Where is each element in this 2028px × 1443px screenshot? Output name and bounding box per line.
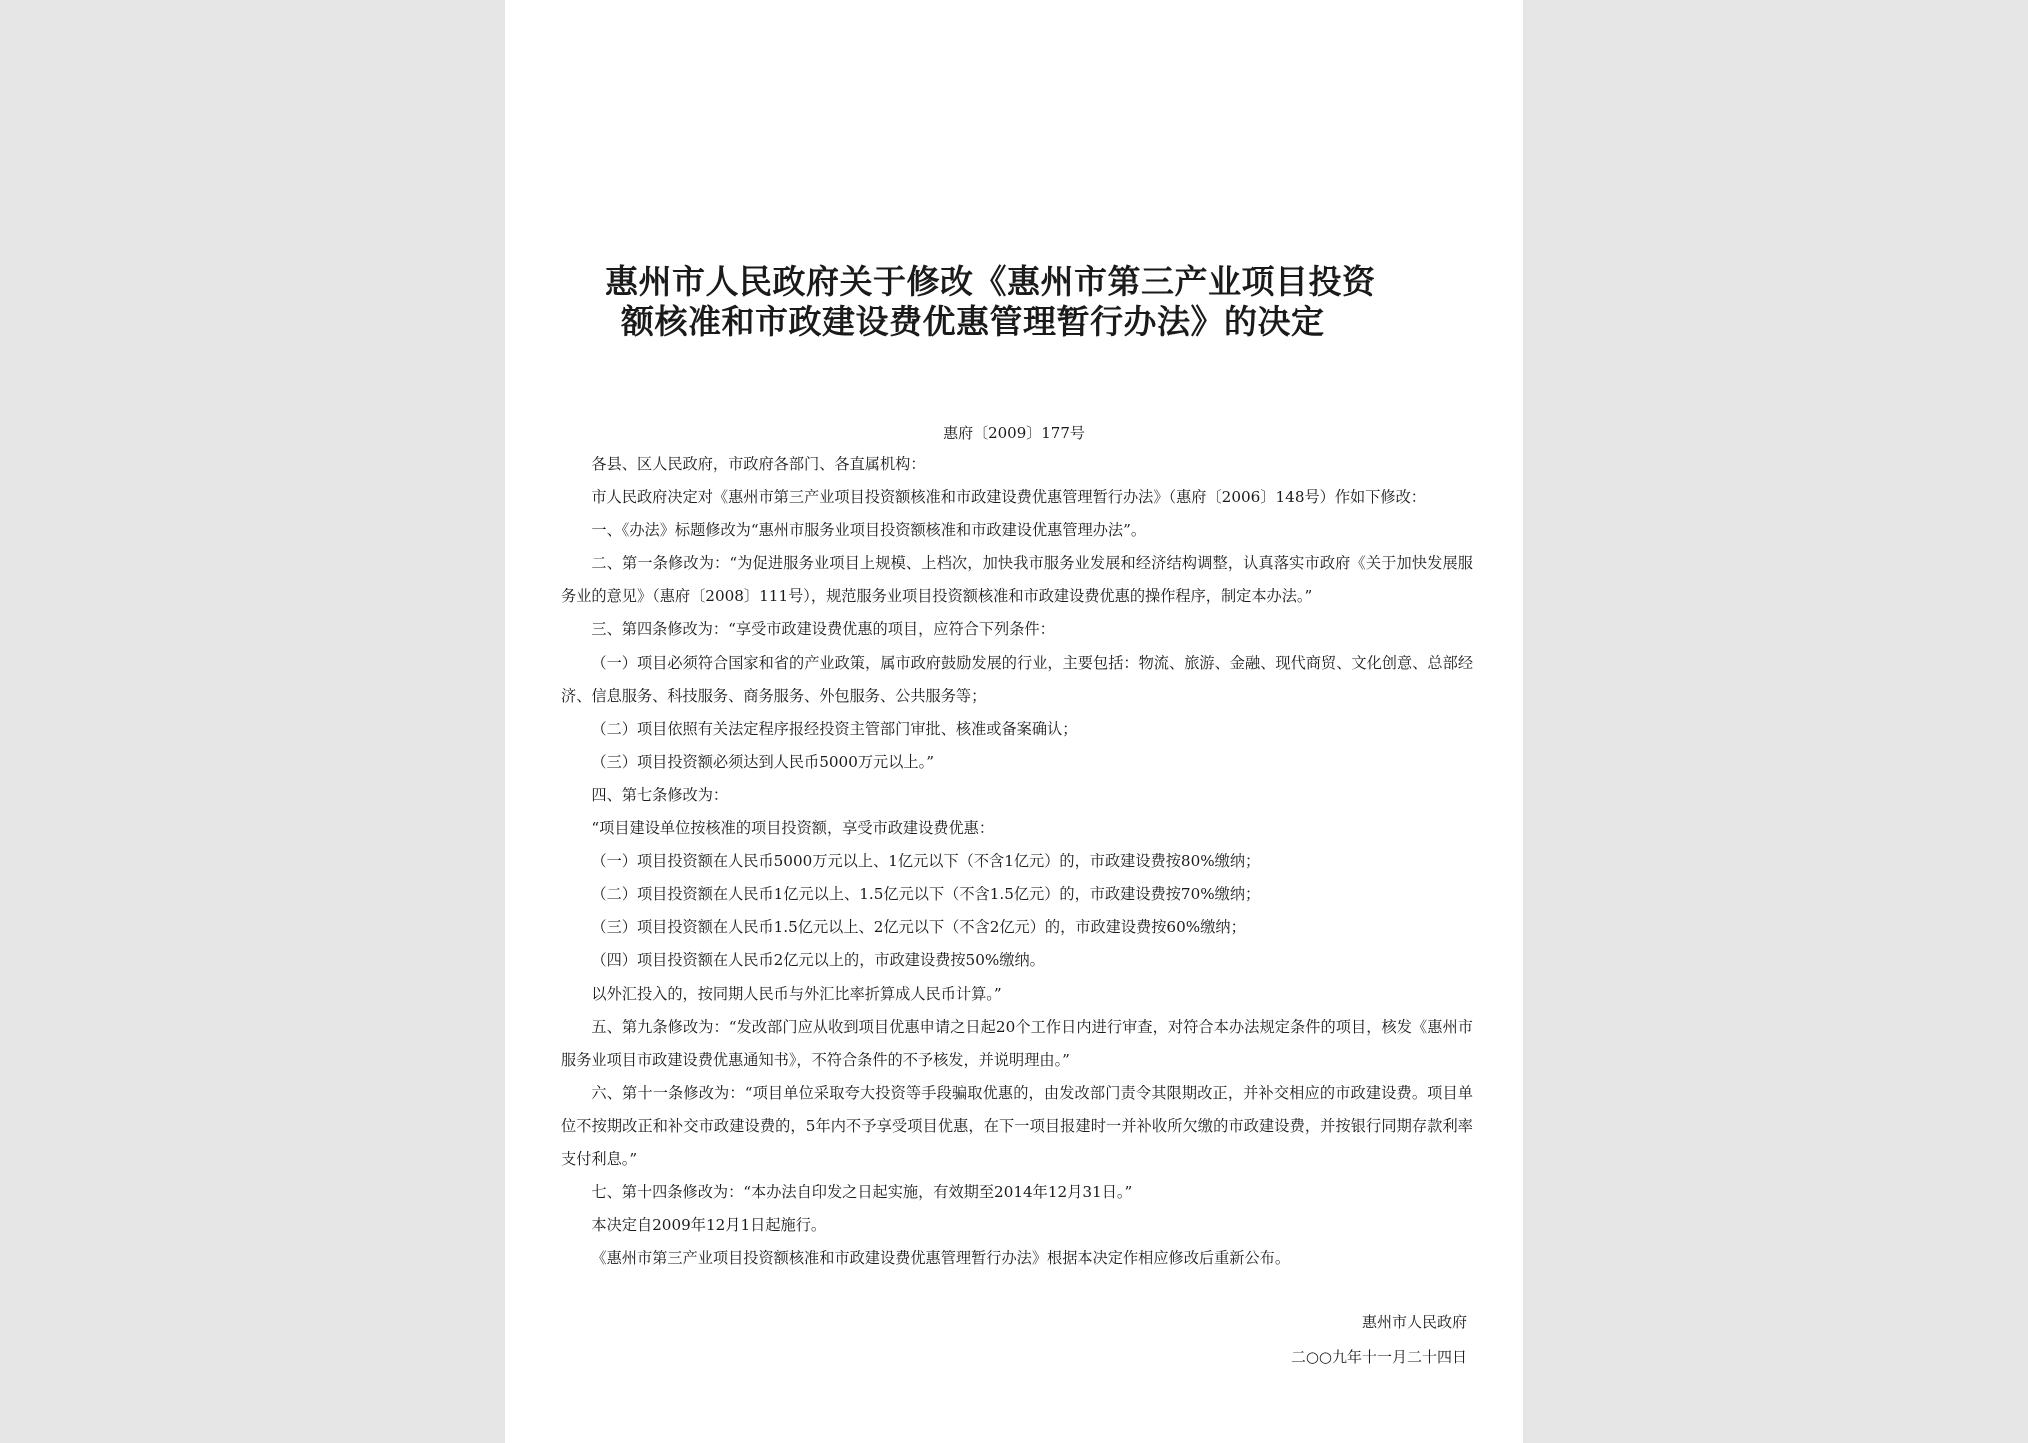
- signature-organization: 惠州市人民政府: [1361, 1313, 1467, 1331]
- paragraph: （二）项目投资额在人民币1亿元以上、1.5亿元以下（不含1.5亿元）的，市政建设费按70%缴纳；: [591, 885, 1261, 904]
- paragraph: 三、第四条修改为：“享受市政建设费优惠的项目，应符合下列条件：: [591, 620, 1055, 639]
- paragraph: （二）项目依照有关法定程序报经投资主管部门审批、核准或备案确认；: [591, 719, 1078, 738]
- document-body: [561, 448, 1473, 1275]
- paragraph: 本决定自2009年12月1日起施行。: [591, 1216, 827, 1235]
- signature-date: 二○○九年十一月二十四日: [1290, 1348, 1467, 1366]
- document-title: [605, 262, 1445, 342]
- paragraph: （一）项目必须符合国家和省的产业政策，属市政府鼓励发展的行业，主要包括：物流、旅游、金融、现代商贸、文化创意、总部经济、信息服务、科技服务、商务服务、外包服务、公共服务等；: [561, 653, 1473, 705]
- paragraph: 一、《办法》标题修改为“惠州市服务业项目投资额核准和市政建设优惠管理办法”。: [591, 521, 1147, 540]
- paragraph: “项目建设单位按核准的项目投资额，享受市政建设费优惠：: [591, 819, 995, 838]
- paragraph: 以外汇投入的，按同期人民币与外汇比率折算成人民币计算。”: [591, 984, 1002, 1003]
- paragraph: 市人民政府决定对《惠州市第三产业项目投资额核准和市政建设费优惠管理暂行办法》（惠府〔2006〕148号）作如下修改：: [591, 488, 1426, 507]
- paragraph: 二、第一条修改为：“为促进服务业项目上规模、上档次，加快我市服务业发展和经济结构调整，认真落实市政府《关于加快发展服务业的意见》（惠府〔2008〕111号），规范服务业项目投资额核准和市政建设费优惠的操作程序，制定本办法。”: [561, 554, 1473, 606]
- title-line-1: 惠州市人民政府关于修改《惠州市第三产业项目投资: [605, 262, 1376, 301]
- paragraph: （一）项目投资额在人民币5000万元以上、1亿元以下（不含1亿元）的，市政建设费按80%缴纳；: [591, 852, 1261, 871]
- paragraph: 各县、区人民政府，市政府各部门、各直属机构：: [591, 455, 926, 473]
- paragraph: 七、第十四条修改为：“本办法自印发之日起实施，有效期至2014年12月31日。”: [591, 1183, 1133, 1202]
- document-number: 惠府〔2009〕177号: [943, 424, 1085, 442]
- document-page: [505, 0, 1523, 1443]
- paragraph: （三）项目投资额必须达到人民币5000万元以上。”: [591, 752, 934, 771]
- paragraph: 四、第七条修改为：: [591, 785, 729, 804]
- paragraph: 六、第十一条修改为：“项目单位采取夸大投资等手段骗取优惠的，由发改部门责令其限期改正，并补交相应的市政建设费。项目单位不按期改正和补交市政建设费的，5年内不予享受项目优惠，在下一项目报建时一并补收所欠缴的市政建设费，并按银行同期存款利率支付利息。”: [561, 1083, 1473, 1168]
- paragraph: （四）项目投资额在人民币2亿元以上的，市政建设费按50%缴纳。: [591, 951, 1045, 970]
- paragraph: 五、第九条修改为：“发改部门应从收到项目优惠申请之日起20个工作日内进行审查，对符合本办法规定条件的项目，核发《惠州市服务业项目市政建设费优惠通知书》，不符合条件的不予核发，并说明理由。”: [561, 1017, 1473, 1069]
- paragraph: 《惠州市第三产业项目投资额核准和市政建设费优惠管理暂行办法》根据本决定作相应修改后重新公布。: [591, 1249, 1291, 1268]
- paragraph: （三）项目投资额在人民币1.5亿元以上、2亿元以下（不含2亿元）的，市政建设费按60%缴纳；: [591, 918, 1246, 937]
- title-line-2: 额核准和市政建设费优惠管理暂行办法》的决定: [621, 302, 1325, 341]
